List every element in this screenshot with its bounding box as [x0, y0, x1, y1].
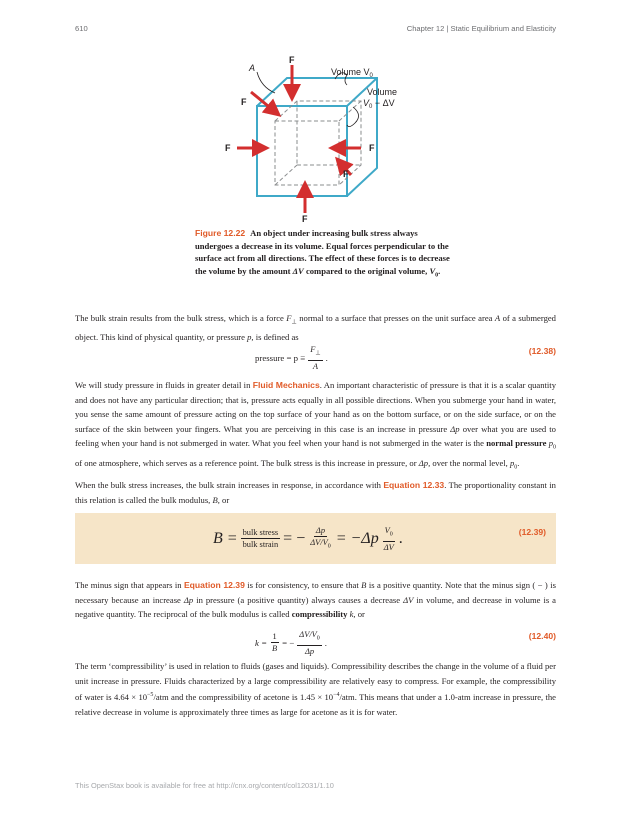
link-equation-12-33[interactable]: Equation 12.33 [383, 480, 445, 490]
volume1-leader [347, 107, 359, 127]
equation-12-38: pressure = p ≡ $\frac{F_\perp}{A}$ . (12.38) [255, 345, 556, 371]
page-number: 610 [75, 24, 88, 33]
label-force-back: F [343, 169, 349, 179]
force-arrows [237, 65, 361, 213]
arrow-front [251, 92, 279, 115]
figure-caption: Figure 12.22 An object under increasing bulk stress always undergoes a decrease in its volume. Equal forces perpendicular to the surface act from all directions. The effect of these forces is to decrease the volume by the amount ΔV compared to the original volume, $V_0$. [195, 228, 450, 279]
label-volume1-line1: Volume [367, 87, 398, 97]
equation-12-40: k = $\frac{1}{B}$ = − $\frac{\Delta V/V_0}{\Delta p}$ . (12.40) [255, 630, 556, 656]
equation-12-39-box [75, 513, 556, 564]
label-volume1-line2: $V_0 - \Delta V$ [363, 98, 395, 110]
chapter-header: Chapter 12 | Static Equilibrium and Elasticity [406, 24, 556, 33]
paragraph-bulk-strain: The bulk strain results from the bulk stress, which is a force $F_\perp$ normal to a surface that presses on the unit surface area A of a submerged object. This kind of physical quantity, or pressure p, is defined as [75, 313, 556, 343]
label-volume0: Volume $V_0$ [331, 67, 373, 79]
footer-text: This OpenStax book is available for free at http://cnx.org/content/col12031/1.10 [75, 781, 334, 790]
paragraph-compressibility: The term ‘compressibility’ is used in relation to fluids (gases and liquids). Compressibility describes the change in the volume of a fluid per unit increase in pressure. Fluids characterized by a large compressibility are relatively easy to compress. For example, the compressibility of water is $4.64 \times 10^{-5}$/atm and the compressibility of acetone is $1.45 \times 10^{-4}$/atm. This means that under a 1.0-atm increase in pressure, the relative decrease in volume is approximately three times as large for acetone as it is for water. [75, 661, 557, 717]
label-force-left: F [225, 143, 231, 153]
equation-number: (12.40) [528, 631, 556, 641]
area-leader [257, 72, 275, 93]
figure-number: Figure 12.22 [195, 228, 246, 238]
paragraph-minus-sign: The minus sign that appears in Equation 12.39 is for consistency, to ensure that B is a positive quantity. Note that the minus sign ( − ) is necessary because an increase Δp in pressure (a positive quantity) always causes a decrease ΔV in volume, and decrease in volume is a negative quantity. The reciprocal of the bulk modulus is called compressibility k, or [75, 580, 556, 620]
label-force-front: F [241, 97, 247, 107]
label-area: A [249, 63, 256, 73]
bulk-stress-cube-figure [215, 55, 405, 225]
equation-number: (12.38) [528, 346, 556, 356]
paragraph-pressure: We will study pressure in fluids in greater detail in Fluid Mechanics. An important characteristic of pressure is that it is a scalar quantity and does not have any particular direction; that is, pressure acts equally in all possible directions. When you submerge your hand in water, you sense the same amount of pressure acting on the top surface of your hand as on the bottom surface, or on the side surface, or on the surface of the skin between your fingers. What you are perceiving in this case is an increase in pressure Δp over what you are used to feeling when your hand is not submerged in water. What you feel when your hand is not submerged in the water is the normal pressure $p_0$ of one atmosphere, which serves as a reference point. The bulk stress is this increase in pressure, or Δp, over the normal level, $p_0$. [75, 380, 557, 471]
label-force-right: F [369, 143, 375, 153]
caption-text: An object under increasing bulk stress always undergoes a decrease in its volume. Equal forces perpendicular to the surface act from all directions. The effect of these forces is to decrease the volume by the amount [195, 228, 450, 276]
equation-12-39: B = $\frac{\text{bulk stress}}{\text{bulk strain}}$ = − $\frac{\Delta p}{\Delta V/V_0}$ = −Δp $\frac{V_0}{\Delta V}$ . [213, 526, 403, 552]
equation-number: (12.39) [518, 527, 546, 537]
label-force-top: F [289, 55, 295, 65]
link-fluid-mechanics[interactable]: Fluid Mechanics [252, 380, 320, 390]
label-force-bottom: F [302, 214, 308, 224]
link-equation-12-39[interactable]: Equation 12.39 [183, 580, 245, 590]
paragraph-bulk-modulus: When the bulk stress increases, the bulk strain increases in response, in accordance with Equation 12.33. The proportionality constant in this relation is called the bulk modulus, B, or [75, 480, 556, 505]
